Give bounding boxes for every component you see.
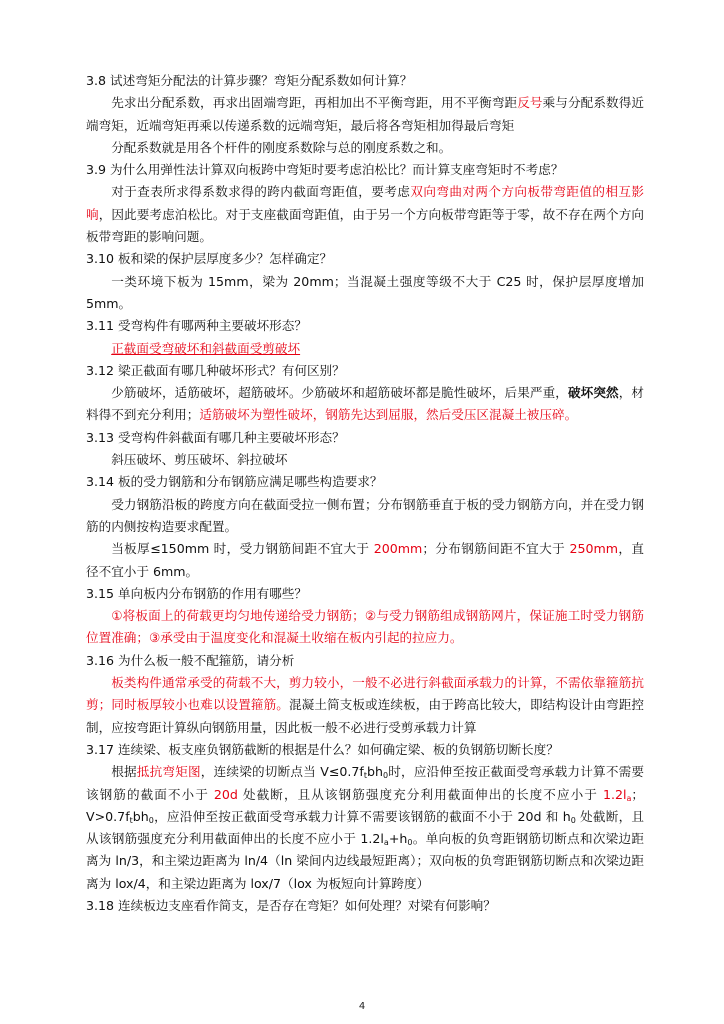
highlight-text: 正截面受弯破坏和斜截面受剪破坏 xyxy=(111,340,301,356)
highlight-text: 双向弯曲对两个方向板带弯距值的相互影响 xyxy=(86,184,645,222)
question-3-16-title: 3.16 为什么板一般不配箍筋，请分析 xyxy=(86,652,295,668)
highlight-text: 250mm xyxy=(569,541,619,557)
highlight-text: 20d xyxy=(213,786,238,802)
answer-3-17: 根据抵抗弯矩图，连续梁的切断点当 $V\le 0.7f_tbh_0$时，应沿伸至按正截面受弯承载力计算不需要该钢筋的截面不小于 20d 处截断，且从该钢筋强度充分利用截面伸出的长度不应小于 $1.2l_a$；$V>0.7f_tbh_0$，应沿伸至按正截面受弯承载力计算不需要该钢筋的截面不小于 20d 和 $h_0$ 处截断，且从该钢筋强度充分利用截面伸出的长度不应小于 $1.2l_a+h_0$。单向板的负弯距钢筋切断点和次梁边距离为 ln/3，和主梁边距离为 ln/4（ln 梁间内边线最短距离）；双向板的负弯距钢筋切断点和次梁边距离为 lox/4，和主梁边距离为 lox/7（lox 为板短向计算跨度） xyxy=(86,764,645,891)
question-3-8-title: 3.8 试述弯矩分配法的计算步骤？弯矩分配系数如何计算？ xyxy=(86,73,413,88)
question-3-18-title: 3.18 连续板边支座看作简支，是否存在弯矩？如何处理？对梁有何影响？ xyxy=(86,897,496,913)
answer-3-16: 板类构件通常承受的荷载不大，剪力较小，一般不必进行斜截面承载力的计算，不需依靠箍筋抗剪；同时板厚较小也难以设置箍筋。混凝土简支板或连续板，由于跨高比较大，即结构设计由弯距控制，应按弯距计算纵向钢筋用量，因此板一般不必进行受剪承载力计算 xyxy=(86,675,645,735)
highlight-text: 抵抗弯矩图 xyxy=(136,764,201,780)
highlight-text: 板类构件通常承受的荷载不大，剪力较小，一般不必进行斜截面承载力的计算，不需依靠箍筋抗剪；同时板厚较小也难以设置箍筋。 xyxy=(86,675,644,713)
page-number: 4 xyxy=(358,1001,366,1012)
bold-text: 破坏突然 xyxy=(567,385,619,401)
question-3-9-title: 3.9 为什么用弹性法计算双向板跨中弯矩时要考虑泊松比？而计算支座弯矩时不考虑？ xyxy=(86,162,564,178)
question-3-15-title: 3.15 单向板内分布钢筋的作用有哪些？ xyxy=(86,585,307,601)
question-3-12-title: 3.12 梁正截面有哪几种破坏形式？有何区别？ xyxy=(86,362,345,378)
answer-3-8-para2: 分配系数就是用各个杆件的刚度系数除与总的刚度系数之和。 xyxy=(111,139,452,155)
question-3-13-title: 3.13 受弯构件斜截面有哪几种主要破坏形态？ xyxy=(86,429,345,445)
answer-3-13: 斜压破坏、剪压破坏、斜拉破坏 xyxy=(111,452,288,468)
highlight-text: $1.2l_a$ xyxy=(602,786,632,803)
page-content xyxy=(86,70,644,917)
answer-3-9: 对于查表所求得系数求得的跨内截面弯距值，要考虑双向弯曲对两个方向板带弯距值的相互影响，因此要考虑泊松比。对于支座截面弯距值，由于另一个方向板带弯距等于零，故不存在两个方向板带弯距的影响问题。 xyxy=(86,184,645,245)
answer-3-14-para2: 当板厚≤150mm 时，受力钢筋间距不宜大于 200mm；分布钢筋间距不宜大于 250mm，直径不宜小于 6mm。 xyxy=(86,541,645,579)
answer-3-14-para1: 受力钢筋沿板的跨度方向在截面受拉一侧布置；分布钢筋垂直于板的受力钢筋方向，并在受力钢筋的内侧按构造要求配置。 xyxy=(86,496,644,534)
question-3-11-title: 3.11 受弯构件有哪两种主要破坏形态？ xyxy=(86,318,307,334)
answer-3-12: 少筋破坏，适筋破坏，超筋破坏。少筋破坏和超筋破坏都是脆性破坏，后果严重，破坏突然，材料得不到充分利用；适筋破坏为塑性破坏，钢筋先达到屈服，然后受压区混凝土被压碎。 xyxy=(86,385,645,423)
answer-3-11 xyxy=(86,338,644,360)
highlight-text: 反号 xyxy=(517,95,543,111)
answer-3-10: 一类环境下板为 15mm，梁为 20mm；当混凝土强度等级不大于 C25 时，保护层厚度增加 5mm。 xyxy=(86,273,644,311)
question-3-10-title: 3.10 板和梁的保护层厚度多少？怎样确定？ xyxy=(86,251,333,267)
answer-3-8-para1: 先求出分配系数，再求出固端弯距，再相加出不平衡弯距，用不平衡弯距反号乘与分配系数得近端弯矩，近端弯矩再乘以传递系数的远端弯矩，最后将各弯矩相加得最后弯矩 xyxy=(86,95,645,133)
question-3-14-title: 3.14 板的受力钢筋和分布钢筋应满足哪些构造要求？ xyxy=(86,474,383,490)
highlight-text: 200mm xyxy=(373,541,423,557)
question-3-17-title: 3.17 连续梁、板支座负钢筋截断的根据是什么？如何确定梁、板的负钢筋切断长度？ xyxy=(86,741,559,757)
answer-3-15: ①将板面上的荷载更均匀地传递给受力钢筋；②与受力钢筋组成钢筋网片，保证施工时受力钢筋位置准确；③承受由于温度变化和混凝土收缩在板内引起的拉应力。 xyxy=(86,608,644,646)
highlight-text: 适筋破坏为塑性破坏，钢筋先达到屈服，然后受压区混凝土被压碎。 xyxy=(199,407,578,423)
